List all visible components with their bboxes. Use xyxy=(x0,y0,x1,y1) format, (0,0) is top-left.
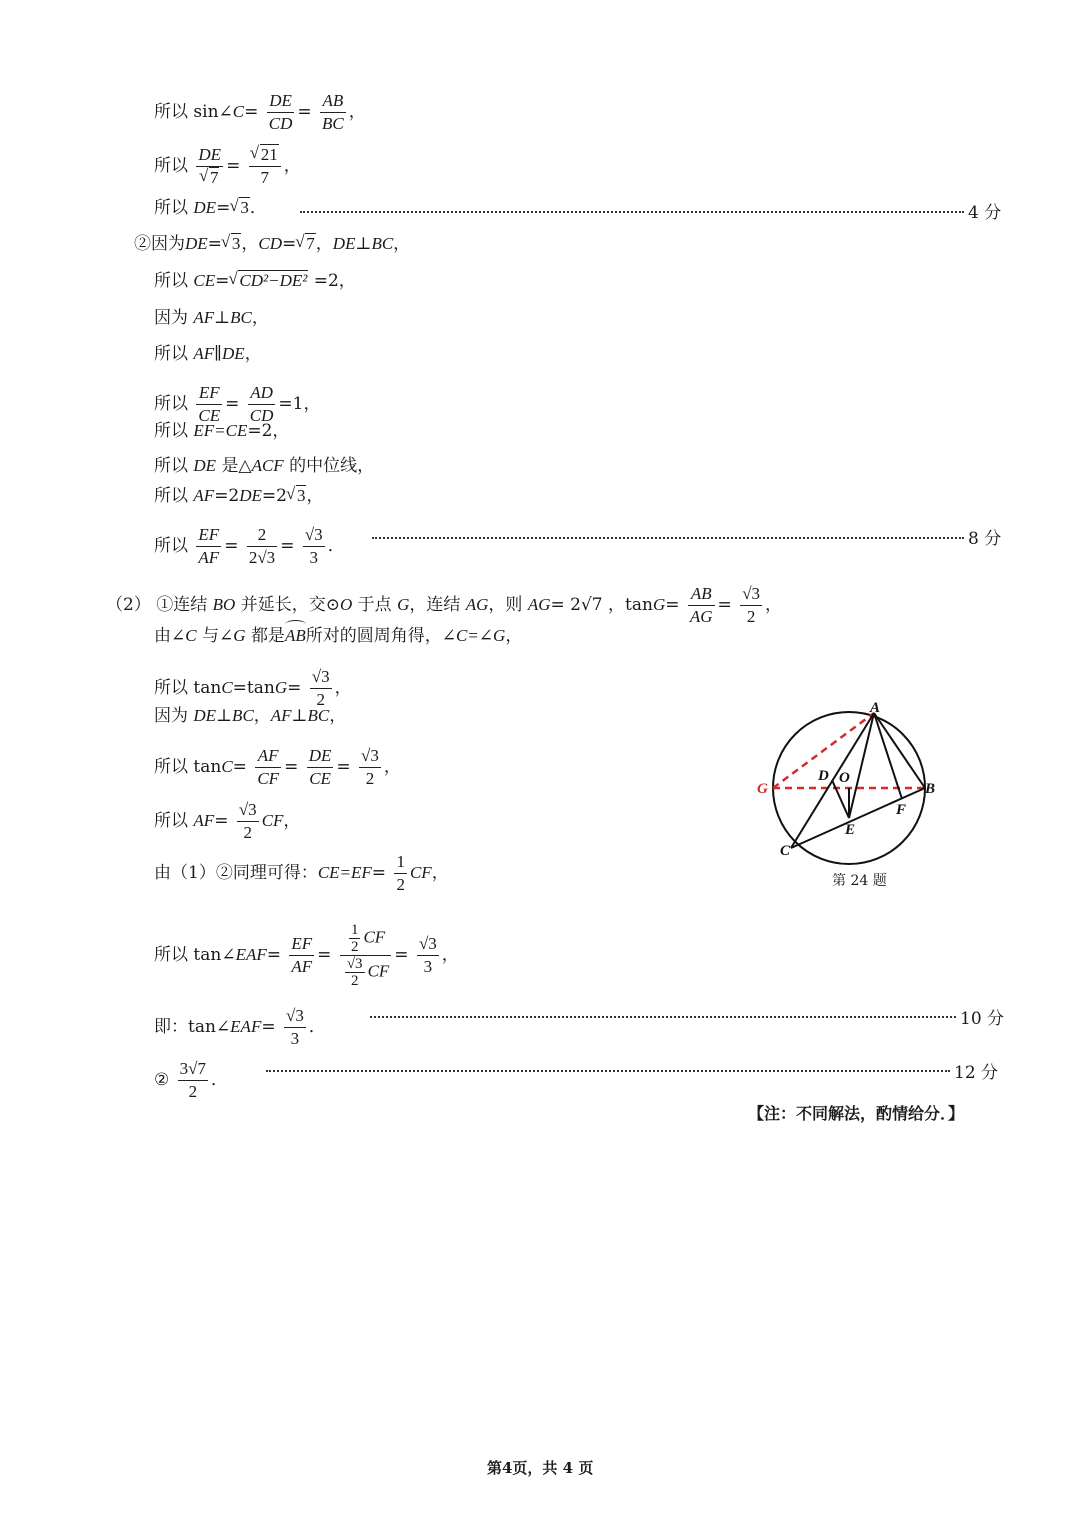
text: 所对的圆周角得，∠ xyxy=(305,626,456,646)
score-leader xyxy=(372,537,964,539)
line-ef-ratio: 所以 $\frac{EF}{CE}$ = $\frac{AD}{CD}$ =1， xyxy=(154,383,321,425)
text: 因为 xyxy=(154,308,188,328)
text: =tan xyxy=(232,678,275,698)
geometry-figure xyxy=(752,700,948,870)
var: AF∥DE xyxy=(193,344,245,363)
line-answer-1 xyxy=(154,1005,326,1050)
var: DE⊥BC xyxy=(332,234,394,253)
text: ， xyxy=(383,757,401,777)
line-ab xyxy=(874,713,925,788)
fraction xyxy=(688,583,715,628)
var: G xyxy=(397,595,410,614)
var: C=∠G xyxy=(455,626,506,645)
score-leader xyxy=(370,1016,956,1018)
num: 1 xyxy=(394,851,407,874)
text: =2 xyxy=(214,486,240,506)
text: =1， xyxy=(278,394,321,414)
score-12: 12 分 xyxy=(954,1063,999,1083)
den: 3 xyxy=(423,957,433,976)
num: DE xyxy=(307,745,334,768)
text: ， xyxy=(348,102,366,122)
den: CD xyxy=(249,406,274,425)
text: ， xyxy=(283,811,301,831)
text: ． xyxy=(211,1070,228,1090)
eq: = xyxy=(266,945,281,965)
score-leader xyxy=(300,211,964,213)
fraction xyxy=(417,933,439,978)
text: ， xyxy=(505,626,523,646)
text: 所以 sin∠ xyxy=(154,102,233,122)
var: BO xyxy=(212,595,236,614)
num: 3√7 xyxy=(178,1058,208,1081)
text: ， xyxy=(315,234,333,254)
eq: = xyxy=(232,757,247,777)
num: EF xyxy=(196,382,222,405)
label-g: G xyxy=(757,781,768,797)
var: CF xyxy=(261,811,284,830)
eq: = xyxy=(282,234,297,254)
line-tan-eaf: 所以 tan∠EAF= $\frac{EF}{AF}$ = $\frac{1}{2}$ CF $\frac{√3}{2}$ CF = $\frac{√3}{3}$ ， xyxy=(154,922,459,989)
var: AF xyxy=(193,486,215,505)
num: EF xyxy=(289,933,314,956)
sqrt xyxy=(229,271,308,291)
num: √3 xyxy=(346,956,363,972)
line-de-value xyxy=(154,198,267,218)
score-8: 8 分 xyxy=(968,529,1002,549)
var: G xyxy=(274,678,288,697)
line-ef-eq xyxy=(154,421,289,441)
eq: = xyxy=(214,811,229,831)
den: CD xyxy=(268,114,293,133)
label-f: F xyxy=(896,802,907,818)
var: DE xyxy=(239,486,262,505)
num: √3 xyxy=(740,583,762,606)
radicand: 3 xyxy=(240,198,249,217)
fraction xyxy=(284,1005,306,1050)
num: DE xyxy=(196,144,223,167)
num: √3 xyxy=(359,745,381,768)
var: EAF xyxy=(235,945,267,964)
den: 7 xyxy=(260,168,269,187)
den: 2 xyxy=(350,939,359,955)
var: AG xyxy=(465,595,489,614)
text: =2， xyxy=(308,271,356,291)
var: AG xyxy=(527,595,551,614)
den: 2 xyxy=(350,973,359,989)
radicand: 3 xyxy=(231,234,241,253)
num: AD xyxy=(248,382,276,405)
line-sin-c: 所以 sin∠C= $\frac{DE}{CD}$ = $\frac{AB}{BC}$ ， xyxy=(154,91,366,133)
fraction xyxy=(345,956,365,989)
text: ． xyxy=(308,1017,326,1037)
num: 1 xyxy=(350,922,359,938)
text: ， xyxy=(329,706,347,726)
den: 2 xyxy=(396,875,405,894)
figure-caption: 第 24 题 xyxy=(832,873,887,889)
text: 所以 xyxy=(154,198,188,218)
var: CD xyxy=(258,234,283,253)
line-af-cf xyxy=(154,799,300,844)
den: AF xyxy=(198,548,220,567)
num: AF xyxy=(255,745,281,768)
fraction xyxy=(307,745,334,790)
eq: = xyxy=(287,678,302,698)
text: 所以 xyxy=(154,271,188,291)
text: 所以 tan xyxy=(154,678,222,698)
fraction xyxy=(349,922,361,955)
text: 即：tan∠ xyxy=(154,1017,231,1037)
score-10: 10 分 xyxy=(960,1009,1005,1029)
den: CF xyxy=(257,769,280,788)
line-af-perp xyxy=(154,308,269,328)
label-e: E xyxy=(845,822,856,838)
var: C xyxy=(185,626,197,645)
var: ACF xyxy=(251,456,284,475)
den: AG xyxy=(689,607,713,626)
num xyxy=(249,144,281,167)
text: ②因为 xyxy=(134,234,185,254)
text: 所以 xyxy=(154,421,188,441)
var: DE xyxy=(185,234,208,253)
line-part2: （2） ①连结 BO 并延长，交⊙O 于点 G，连结 AG，则 AG= 2√7 ，tanG= $\frac{AB}{AG}$ = $\frac{√3}{2}$ ， xyxy=(106,584,783,626)
num: DE xyxy=(267,90,295,113)
line-de-ratio: 所以 DE √ 7 = √ $\frac{21}{7}$ ， xyxy=(154,144,301,189)
fraction xyxy=(267,90,295,135)
arc xyxy=(285,626,306,645)
num: EF xyxy=(196,524,221,547)
label-a: A xyxy=(870,700,881,716)
text: 所以 xyxy=(154,156,188,176)
sqrt xyxy=(230,198,250,218)
line-midline xyxy=(154,456,374,476)
fraction xyxy=(310,666,332,711)
line-tanc-ratio: 所以 tanC= $\frac{AF}{CF}$ = $\frac{DE}{CE}$ = $\frac{√3}{2}$ ， xyxy=(154,746,401,788)
line-because-2 xyxy=(134,234,410,254)
var: CF xyxy=(409,863,432,882)
var: CF xyxy=(367,961,390,981)
line-perps xyxy=(154,706,346,726)
var: O xyxy=(339,595,353,614)
text: ． xyxy=(249,198,267,218)
text: ， xyxy=(441,945,459,965)
den: 2 xyxy=(316,690,325,709)
eq: = xyxy=(216,198,231,218)
text: 与∠ xyxy=(202,626,234,646)
text: 所以 tan∠ xyxy=(154,945,236,965)
text: ，连结 xyxy=(409,595,461,615)
eq: =2 xyxy=(261,486,287,506)
var: DE xyxy=(193,198,217,217)
text: 所以 tan xyxy=(154,757,222,777)
text: 由∠ xyxy=(154,626,186,646)
text: 所以 xyxy=(154,536,188,556)
den: 3 xyxy=(309,548,319,567)
sqrt xyxy=(287,486,307,506)
eq: = xyxy=(207,234,222,254)
text: ， xyxy=(251,308,269,328)
page-footer: 第4页，共 4 页 xyxy=(487,1459,594,1477)
var: EF=CE xyxy=(193,421,248,440)
text: 是△ xyxy=(221,456,252,476)
num: √3 xyxy=(303,524,325,547)
text: ， xyxy=(393,234,411,254)
sqrt xyxy=(222,234,242,254)
text: 因为 xyxy=(154,706,188,726)
den: 2 xyxy=(188,1082,198,1101)
text: 所以 xyxy=(154,486,188,506)
var: AF xyxy=(193,811,215,830)
text: 所以 xyxy=(154,344,188,364)
fraction xyxy=(740,583,762,628)
text: （2） ①连结 xyxy=(106,595,208,615)
eq: = xyxy=(261,1017,276,1037)
text: 于点 xyxy=(357,595,392,615)
den xyxy=(196,167,223,189)
den: CE xyxy=(198,406,221,425)
var: C xyxy=(221,757,233,776)
den: 3 xyxy=(290,1029,300,1048)
score-leader xyxy=(266,1070,950,1072)
text: ， xyxy=(765,595,783,615)
den: 2 xyxy=(746,607,756,626)
var: C xyxy=(232,102,245,121)
fraction xyxy=(255,745,281,790)
var: AF⊥BC xyxy=(193,308,252,327)
fraction xyxy=(394,851,407,896)
complex-fraction xyxy=(340,922,391,989)
text: 所以 xyxy=(154,811,188,831)
var: EAF xyxy=(230,1017,262,1036)
line-ef-af-ratio: 所以 $\frac{EF}{AF}$ = $\frac{2}{2√3}$ = $\frac{√3}{3}$ ． xyxy=(154,525,345,567)
den: BC xyxy=(322,114,344,133)
label-o: O xyxy=(839,770,850,786)
fraction xyxy=(289,933,314,978)
eq: = xyxy=(371,863,387,883)
text: ，则 xyxy=(488,595,523,615)
text: 都是 xyxy=(250,626,285,646)
fraction xyxy=(303,524,325,569)
den xyxy=(340,956,391,989)
text: ， xyxy=(244,344,262,364)
num: √3 xyxy=(237,799,259,822)
radicand: 21 xyxy=(260,145,278,164)
den: CE xyxy=(309,769,331,788)
fraction xyxy=(178,1058,208,1103)
line-inscribed-angle xyxy=(154,626,522,646)
line-af-value xyxy=(154,486,323,506)
den: 2 xyxy=(243,823,253,842)
fraction xyxy=(359,745,381,790)
text: ， xyxy=(306,486,324,506)
den: 2 xyxy=(365,769,375,788)
line-ce xyxy=(154,271,356,291)
radicand: 7 xyxy=(306,234,315,253)
label-d: D xyxy=(818,768,829,784)
num: 2 xyxy=(247,524,277,547)
label-b: B xyxy=(925,781,936,797)
grading-note: 【注：不同解法，酌情给分．】 xyxy=(748,1104,965,1123)
var: DE xyxy=(193,456,217,475)
text: 所以 xyxy=(154,394,188,414)
den: 2√3 xyxy=(248,548,276,567)
num: √3 xyxy=(310,666,332,689)
var: G xyxy=(652,595,666,614)
num: √3 xyxy=(284,1005,306,1028)
var: CE=EF xyxy=(317,863,372,882)
eq: = xyxy=(215,271,230,291)
text: 并延长，交⊙ xyxy=(240,595,340,615)
text: =2， xyxy=(247,421,290,441)
sqrt xyxy=(296,234,316,254)
var: DE⊥BC xyxy=(193,706,254,725)
num xyxy=(340,922,391,956)
text: ， xyxy=(431,863,449,883)
text: ． xyxy=(327,536,345,556)
text: ② xyxy=(154,1070,170,1090)
text: ， xyxy=(253,706,271,726)
fraction xyxy=(249,144,281,189)
label-c: C xyxy=(780,843,791,859)
fraction xyxy=(196,144,223,189)
line-answer-2 xyxy=(154,1058,228,1103)
text: = xyxy=(665,595,680,615)
var: CE xyxy=(193,271,216,290)
var: AF⊥BC xyxy=(270,706,330,725)
den: AF xyxy=(291,957,313,976)
score-4: 4 分 xyxy=(968,203,1002,223)
eq: = xyxy=(244,102,259,122)
var: G xyxy=(233,626,246,645)
var: C xyxy=(221,678,233,697)
line-af xyxy=(874,713,902,799)
num: AB xyxy=(688,583,715,606)
radicand: 7 xyxy=(209,168,219,187)
text: = 2√7 ，tan xyxy=(550,595,653,615)
fraction xyxy=(237,799,259,844)
fraction xyxy=(320,90,346,135)
radicand: CD²−DE² xyxy=(239,271,308,290)
text: ， xyxy=(241,234,259,254)
arc-label: AB xyxy=(284,626,306,645)
var: CF xyxy=(363,927,386,947)
num: AB xyxy=(320,90,346,113)
text: ， xyxy=(283,156,301,176)
line-ce-ef xyxy=(154,851,449,896)
fraction xyxy=(196,524,221,569)
fraction xyxy=(247,524,277,569)
radicand: 3 xyxy=(296,486,306,505)
text: ， xyxy=(334,678,352,698)
text: 所以 xyxy=(154,456,188,476)
text: 由（1）②同理可得： xyxy=(154,863,318,883)
text: 的中位线， xyxy=(289,456,375,476)
line-af-parallel xyxy=(154,344,262,364)
line-tanc-tang xyxy=(154,666,352,711)
num: √3 xyxy=(417,933,439,956)
